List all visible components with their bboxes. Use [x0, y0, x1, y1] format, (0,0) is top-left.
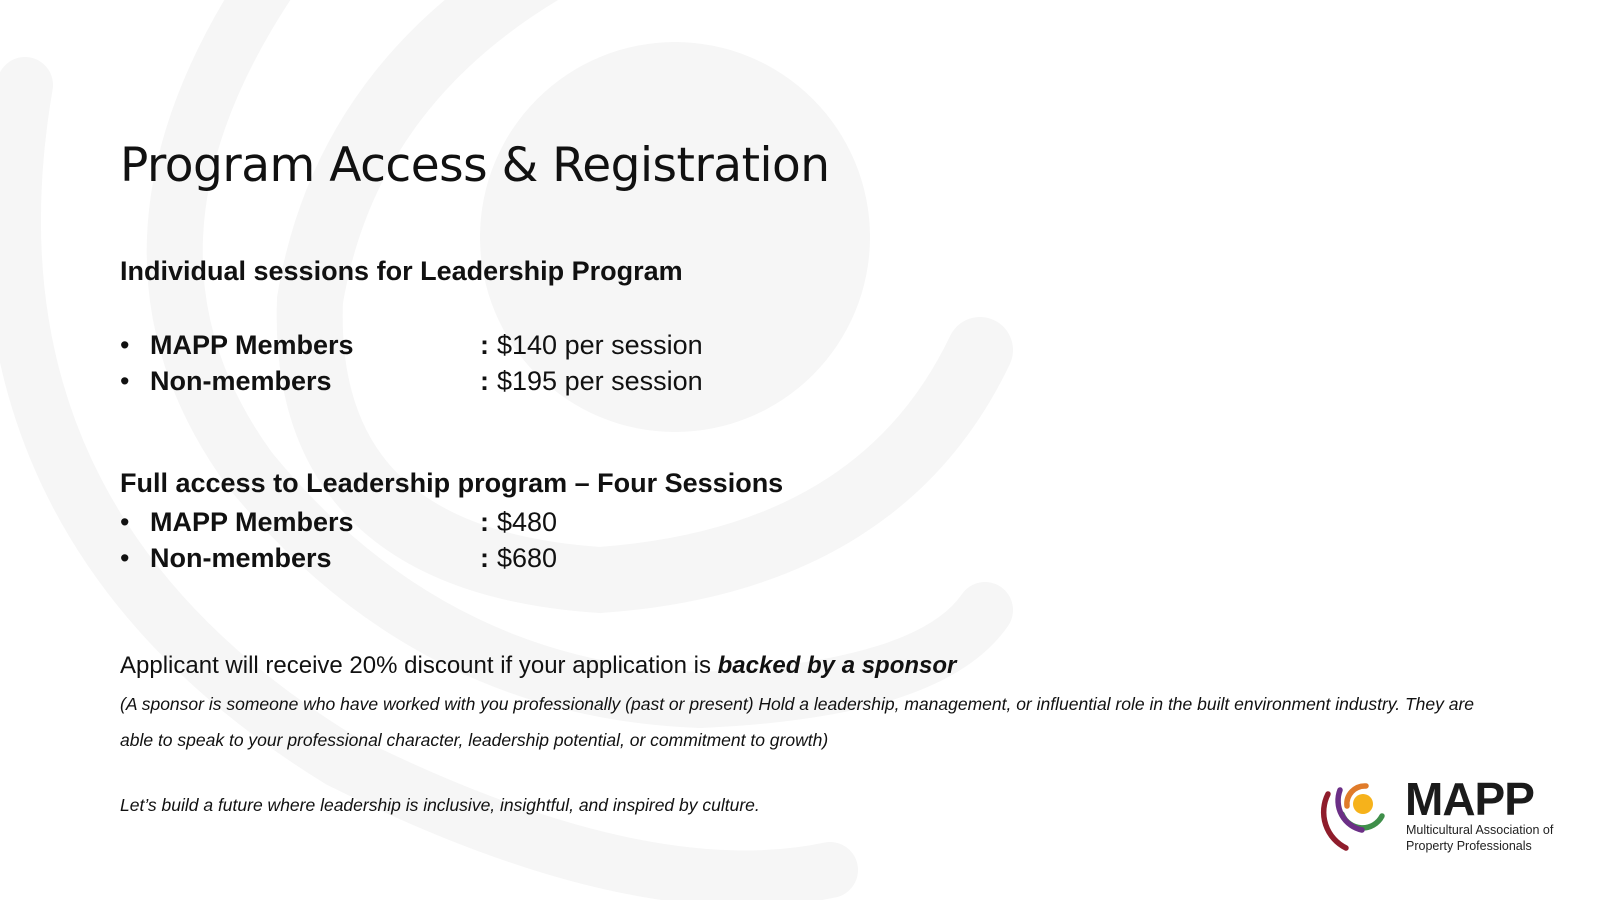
pricing-separator: :: [480, 366, 489, 396]
pricing-separator: :: [480, 330, 489, 360]
bullet-icon: •: [120, 330, 130, 360]
pricing-value: $140 per session: [497, 330, 703, 360]
bullet-icon: •: [120, 543, 130, 573]
pricing-value: $680: [497, 543, 558, 573]
mapp-tagline: [1406, 822, 1553, 854]
discount-text: Applicant will receive 20% discount if your application is: [120, 652, 718, 679]
mapp-tagline-line-2: Property Professionals: [1406, 839, 1532, 853]
mapp-tagline-line-1: Multicultural Association of: [1406, 823, 1554, 837]
discount-statement: [120, 652, 956, 680]
pricing-label: MAPP Members: [150, 330, 354, 360]
full-access-heading: Full access to Leadership program – Four Sessions: [120, 468, 784, 498]
bullet-icon: •: [120, 507, 130, 537]
page-title: Program Access & Registration: [120, 138, 830, 193]
pricing-separator: :: [480, 543, 489, 573]
mapp-wordmark: MAPP: [1405, 773, 1534, 825]
mapp-logo-mark-icon: [1320, 778, 1400, 858]
discount-emphasis: backed by a sponsor: [717, 652, 957, 679]
sponsor-definition: (A sponsor is someone who have worked with you professionally (past or present) Hold a leadership, management, or influential role in the built environment industry. They are able to speak to your professional character, leadership potential, or commitment to growth): [120, 694, 1475, 750]
pricing-label: MAPP Members: [150, 507, 354, 537]
bullet-icon: •: [120, 366, 130, 396]
pricing-value: $195 per session: [497, 366, 703, 396]
closing-statement: Let’s build a future where leadership is inclusive, insightful, and inspired by culture.: [120, 795, 760, 815]
pricing-label: Non-members: [150, 543, 332, 573]
pricing-value: $480: [497, 507, 558, 537]
pricing-label: Non-members: [150, 366, 332, 396]
pricing-separator: :: [480, 507, 489, 537]
individual-sessions-heading: Individual sessions for Leadership Program: [120, 256, 683, 286]
mapp-logo: [1320, 773, 1560, 858]
